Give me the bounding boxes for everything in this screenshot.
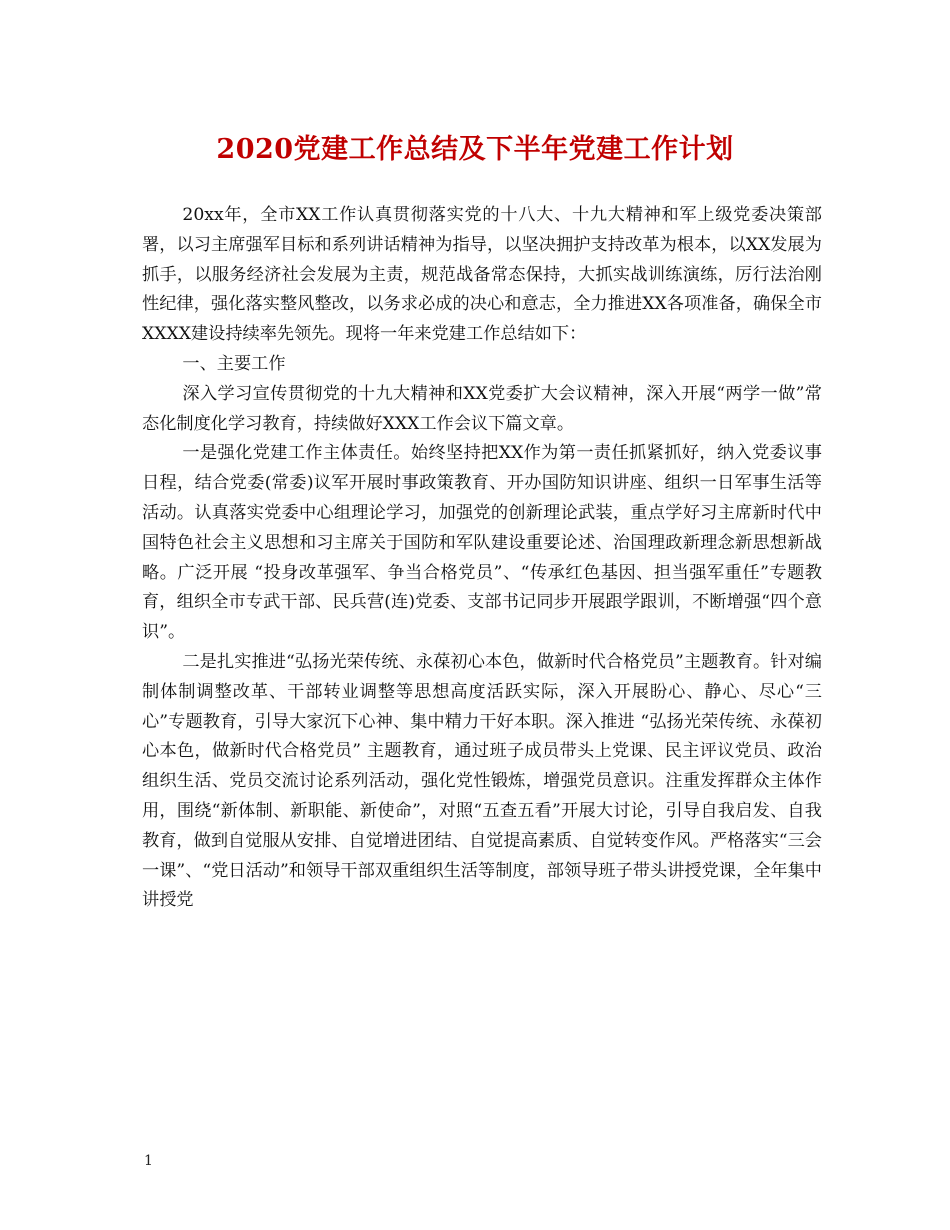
document-title: 2020党建工作总结及下半年党建工作计划	[216, 134, 734, 165]
page-number: 1	[144, 1153, 153, 1169]
paragraph-theme-education: 二是扎实推进“弘扬光荣传统、永葆初心本色，做新时代合格党员”主题教育。针对编制体制调整改革、干部转业调整等思想高度活跃实际，深入开展盼心、静心、尽心“三心”专题教育，引导大家沉下心神、集中精力干好本职。深入推进 “弘扬光荣传统、永葆初心本色，做新时代合格党员” 主题教育，通过班子成员带头上党课、民主评议党员、政治组织生活、党员交流讨论系列活动，强化党性锻炼，增强党员意识。注重发挥群众主体作用，围绕“新体制、新职能、新使命”，对照“五查五看”开展大讨论，引导自我启发、自我教育，做到自觉服从安排、自觉增进团结、自觉提高素质、自觉转变作风。严格落实“三会一课”、“党日活动”和领导干部双重组织生活等制度，部领导班子带头讲授党课，全年集中讲授党	[142, 651, 822, 911]
document-body	[142, 201, 822, 916]
paragraph-intro: 20xx年，全市XX工作认真贯彻落实党的十八大、十九大精神和军上级党委决策部署，以习主席强军目标和系列讲话精神为指导，以坚决拥护支持改革为根本，以XX发展为抓手，以服务经济社会发展为主责，规范战备常态保持，大抓实战训练演练，厉行法治刚性纪律，强化落实整风整改，以务求必成的决心和意志，全力推进XX各项准备，确保全市XXXX建设持续率先领先。现将一年来党建工作总结如下：	[142, 205, 822, 345]
paragraph-study: 深入学习宣传贯彻党的十九大精神和XX党委扩大会议精神，深入开展“两学一做”常态化制度化学习教育，持续做好XXX工作会议下篇文章。	[142, 383, 822, 434]
paragraph-responsibility: 一是强化党建工作主体责任。始终坚持把XX作为第一责任抓紧抓好，纳入党委议事日程，结合党委(常委)议军开展时事政策教育、开办国防知识讲座、组织一日军事生活等活动。认真落实党委中心组理论学习，加强党的创新理论武装，重点学好习主席新时代中国特色社会主义思想和习主席关于国防和军队建设重要论述、治国理政新理念新思想新战略。广泛开展 “投身改革强军、争当合格党员”、“传承红色基因、担当强军重任”专题教育，组织全市专武干部、民兵营(连)党委、支部书记同步开展跟学跟训，不断增强“四个意识”。	[142, 443, 822, 643]
section-heading-main-work: 一、主要工作	[182, 353, 286, 374]
